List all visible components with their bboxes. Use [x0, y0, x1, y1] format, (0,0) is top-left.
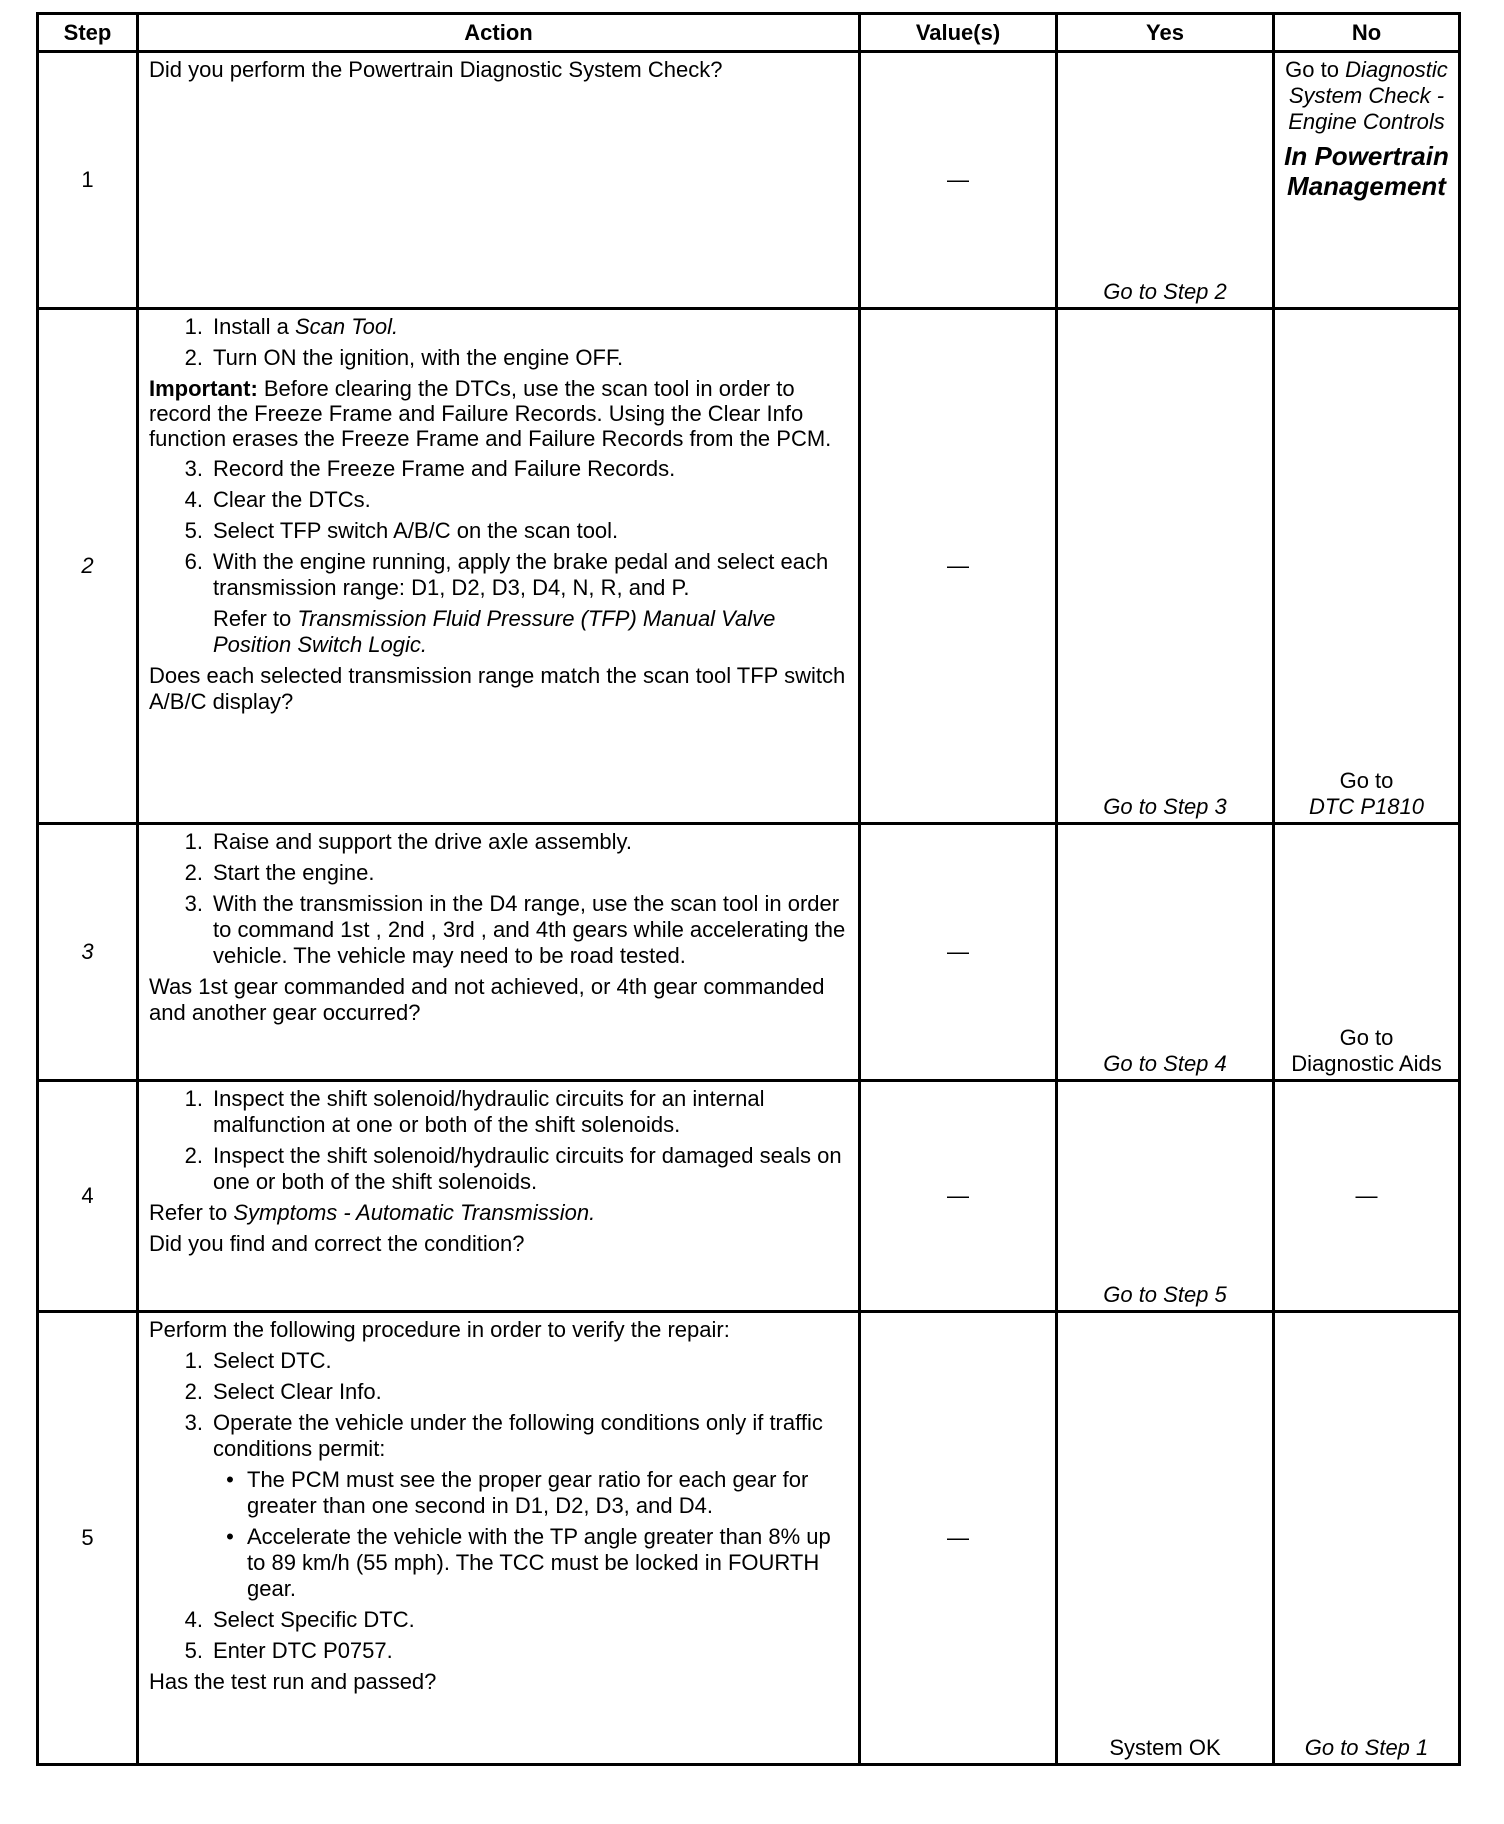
numbered-item: [149, 1410, 848, 1462]
step-number: 3: [38, 824, 138, 1081]
item-text: Clear the DTCs.: [213, 487, 371, 512]
numbered-item: [149, 549, 848, 601]
header-values: Value(s): [860, 14, 1057, 52]
item-text: Select DTC.: [213, 1348, 332, 1373]
no-link-text-2[interactable]: System Check -: [1288, 83, 1445, 108]
no-link-text-3[interactable]: Engine Controls: [1288, 109, 1445, 134]
value-text: —: [947, 1525, 969, 1550]
bullet-icon: •: [226, 1467, 234, 1492]
item-number: 2.: [184, 860, 203, 885]
numbered-item: [149, 456, 848, 482]
question-text: Did you perform the Powertrain Diagnostic System Check?: [149, 57, 723, 82]
item-text: Enter DTC P0757.: [213, 1638, 393, 1663]
step-number: 4: [38, 1081, 138, 1312]
no-link[interactable]: [1275, 768, 1458, 820]
yes-result: System OK: [1109, 1735, 1221, 1760]
yes-link[interactable]: Go to Step 4: [1103, 1051, 1227, 1076]
question-text: Has the test run and passed?: [149, 1669, 437, 1694]
step-number: 5: [38, 1312, 138, 1765]
bullet-text: Accelerate the vehicle with the TP angle greater than 8% up to 89 km/h (55 mph). The TCC must be locked in FOURTH gear.: [247, 1524, 831, 1601]
header-step: Step: [38, 14, 138, 52]
numbered-item: [149, 345, 848, 371]
numbered-item: [149, 1607, 848, 1633]
item-text: Turn ON the ignition, with the engine OFF.: [213, 345, 624, 370]
no-cell: [1274, 1081, 1460, 1312]
no-cell: [1274, 52, 1460, 309]
item-number: 1.: [184, 1086, 203, 1111]
value-text: —: [947, 167, 969, 192]
value-cell: [860, 52, 1057, 309]
action-cell: [138, 309, 860, 824]
item-number: 4.: [184, 1607, 203, 1632]
item-text: Raise and support the drive axle assembly.: [213, 829, 633, 854]
table-row-step-3: [38, 824, 1460, 1081]
no-link-text-1: Diagnostic: [1345, 57, 1448, 82]
bullet-item: [149, 1467, 848, 1519]
numbered-item: [149, 829, 848, 855]
table-row-step-2: [38, 309, 1460, 824]
item-number: 2.: [184, 1143, 203, 1168]
item-text: With the engine running, apply the brake pedal and select each transmission range: D1, D2, D3, D4, N, R, and P.: [213, 549, 829, 600]
header-yes: Yes: [1057, 14, 1274, 52]
value-cell: [860, 1081, 1057, 1312]
value-text: —: [947, 1183, 969, 1208]
no-text: —: [1355, 1183, 1378, 1208]
value-cell: [860, 1312, 1057, 1765]
item-number: 5.: [184, 518, 203, 543]
numbered-item: [149, 518, 848, 544]
value-cell: [860, 309, 1057, 824]
no-link-text-2: DTC P1810: [1309, 794, 1424, 819]
no-link-text-2: Diagnostic Aids: [1291, 1051, 1442, 1076]
question-text: Was 1st gear commanded and not achieved, or 4th gear commanded and another gear occurred?: [149, 974, 825, 1025]
item-number: 6.: [184, 549, 203, 574]
numbered-item: [149, 1348, 848, 1374]
item-text: Select Clear Info.: [213, 1379, 382, 1404]
action-cell: [138, 824, 860, 1081]
no-link[interactable]: [1275, 1025, 1458, 1077]
no-link-text-1: Go to: [1339, 768, 1394, 793]
item-link[interactable]: Scan Tool.: [294, 314, 399, 339]
item-number: 2.: [184, 1379, 203, 1404]
question-text: Does each selected transmission range match the scan tool TFP switch A/B/C display?: [149, 663, 846, 714]
yes-link[interactable]: Go to Step 2: [1103, 279, 1227, 304]
refer-note: [149, 606, 848, 658]
yes-cell: [1057, 824, 1274, 1081]
yes-link[interactable]: Go to Step 5: [1103, 1282, 1227, 1307]
item-text: Operate the vehicle under the following conditions only if traffic conditions permit:: [213, 1410, 823, 1461]
header-action: Action: [138, 14, 860, 52]
no-prefix: Go to: [1285, 57, 1346, 82]
refer-note: [149, 1200, 848, 1226]
important-label: Important:: [149, 376, 258, 401]
no-link[interactable]: Go to Step 1: [1304, 1735, 1429, 1760]
item-number: 2.: [184, 345, 203, 370]
item-number: 4.: [184, 487, 203, 512]
item-text: Select Specific DTC.: [213, 1607, 415, 1632]
item-text: Inspect the shift solenoid/hydraulic circuits for damaged seals on one or both of the shift solenoids.: [213, 1143, 842, 1194]
table-row-step-1: [38, 52, 1460, 309]
question-text: Did you find and correct the condition?: [149, 1231, 525, 1256]
value-cell: [860, 824, 1057, 1081]
numbered-item: [149, 891, 848, 969]
yes-cell: [1057, 52, 1274, 309]
item-number: 5.: [184, 1638, 203, 1663]
numbered-item: [149, 1086, 848, 1138]
important-note: [149, 376, 848, 451]
action-cell: [138, 1081, 860, 1312]
refer-link[interactable]: Transmission Fluid Pressure (TFP) Manual Valve Position Switch Logic.: [213, 606, 776, 657]
yes-link[interactable]: Go to Step 3: [1103, 794, 1227, 819]
numbered-item: [149, 314, 848, 340]
no-note-2: Management: [1287, 171, 1446, 201]
table-row-step-5: [38, 1312, 1460, 1765]
header-row: [38, 14, 1460, 52]
numbered-item: [149, 860, 848, 886]
numbered-item: [149, 1143, 848, 1195]
intro-text: Perform the following procedure in order to verify the repair:: [149, 1317, 730, 1342]
table-row-step-4: [38, 1081, 1460, 1312]
no-link[interactable]: [1275, 57, 1458, 83]
numbered-item: [149, 1379, 848, 1405]
action-cell: [138, 1312, 860, 1765]
bullet-item: [149, 1524, 848, 1602]
item-number: 3.: [184, 891, 203, 916]
item-number: 1.: [184, 314, 203, 339]
important-text: Before clearing the DTCs, use the scan tool in order to record the Freeze Frame and Failure Records. Using the Clear Info function erases the Freeze Frame and Failure Records from the PCM.: [149, 376, 832, 451]
no-cell: [1274, 309, 1460, 824]
refer-prefix: Refer to: [213, 606, 298, 631]
step-number: 2: [38, 309, 138, 824]
item-text: Select TFP switch A/B/C on the scan tool.: [213, 518, 619, 543]
item-text: Inspect the shift solenoid/hydraulic circuits for an internal malfunction at one or both of the shift solenoids.: [213, 1086, 765, 1137]
bullet-icon: •: [226, 1524, 234, 1549]
yes-cell: [1057, 1312, 1274, 1765]
item-text: Install a: [213, 314, 295, 339]
item-text: With the transmission in the D4 range, use the scan tool in order to command 1st , 2nd , 3rd , and 4th gears while accelerating the vehicle. The vehicle may need to be road tested.: [213, 891, 846, 968]
item-text: Start the engine.: [213, 860, 375, 885]
header-no: No: [1274, 14, 1460, 52]
no-cell: [1274, 1312, 1460, 1765]
item-number: 1.: [184, 1348, 203, 1373]
numbered-item: [149, 487, 848, 513]
refer-prefix: Refer to: [149, 1200, 234, 1225]
diagnostic-table: [36, 12, 1461, 1766]
action-cell: [138, 52, 860, 309]
value-text: —: [947, 553, 969, 578]
item-number: 3.: [184, 456, 203, 481]
no-cell: [1274, 824, 1460, 1081]
step-number: 1: [38, 52, 138, 309]
no-note-1: In Powertrain: [1284, 141, 1449, 171]
yes-cell: [1057, 1081, 1274, 1312]
value-text: —: [947, 939, 969, 964]
item-number: 1.: [184, 829, 203, 854]
yes-cell: [1057, 309, 1274, 824]
refer-link[interactable]: Symptoms - Automatic Transmission.: [233, 1200, 596, 1225]
bullet-text: The PCM must see the proper gear ratio for each gear for greater than one second in D1, D2, D3, and D4.: [247, 1467, 809, 1518]
item-text: Record the Freeze Frame and Failure Records.: [213, 456, 676, 481]
item-number: 3.: [184, 1410, 203, 1435]
numbered-item: [149, 1638, 848, 1664]
no-link-text-1: Go to: [1339, 1025, 1394, 1050]
